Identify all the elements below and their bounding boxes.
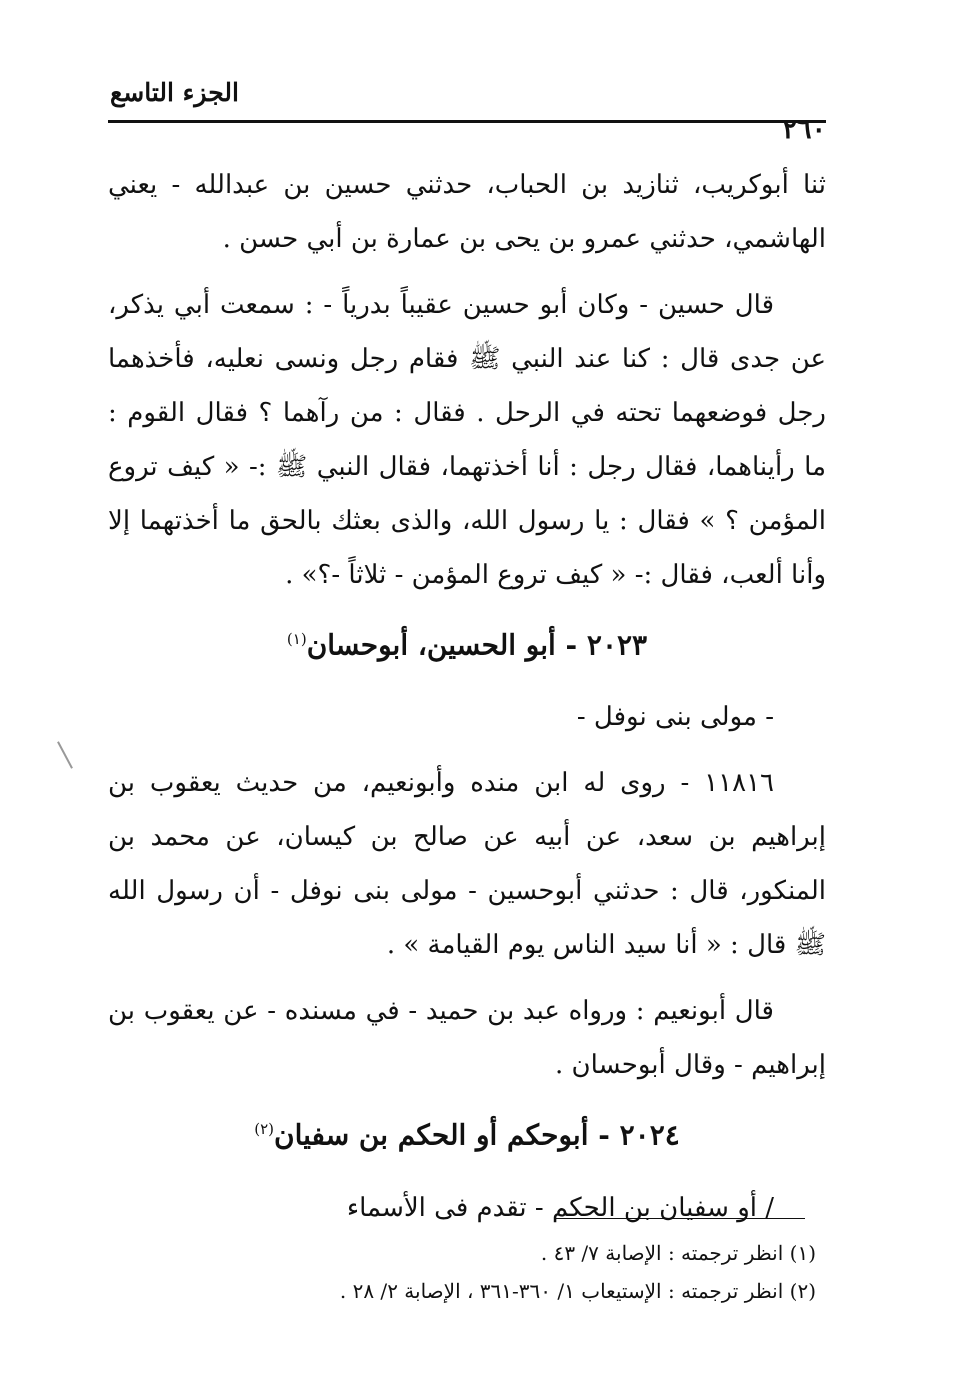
- entry-heading-2023: [108, 612, 826, 672]
- paragraph-isnad: ثنا أبوكريب، ثنازيد بن الحباب، حدثني حسين بن عبدالله - يعني الهاشمي، حدثني عمرو بن يحى بن عمارة بن أبي حسن .: [108, 170, 826, 254]
- paragraph-hadith-1: قال حسين - وكان أبو حسين عقيباً بدرياً - : سمعت أبي يذكر، عن جدى قال : كنا عند النبي ﷺ فقام رجل ونسى نعليه، فأخذهما رجل فوضعهما تحته في الرحل . فقال : من رآهما ؟ فقال القوم : ما رأيناهما، فقال رجل : أنا أخذتهما، فقال النبي ﷺ :- « كيف تروع المؤمن ؟ » فقال : يا رسول الله، والذى بعثك بالحق ما أخذتهما إلا وأنا ألعب، فقال :- « كيف تروع المؤمن - ثلاثاً -؟» .: [108, 290, 826, 590]
- paragraph-hadith-2: ١١٨١٦ - روى له ابن منده وأبونعيم، من حديث يعقوب بن إبراهيم بن سعد، عن أبيه عن صالح بن كيسان، عن محمد بن المنكور، قال : حدثني أبوحسين - مولى بنى نوفل - أن رسول الله ﷺ قال : « أنا سيد الناس يوم القيامة » .: [108, 768, 826, 961]
- header-rule: [108, 120, 826, 123]
- footnotes: [150, 1234, 816, 1310]
- running-head: [110, 78, 826, 148]
- paragraph-cross-reference: / أو سفيان بن الحكم - تقدم فى الأسماء: [346, 1192, 774, 1223]
- body-text: [108, 158, 826, 1235]
- margin-mark: [57, 741, 73, 768]
- footnote-ref-1: (١): [286, 630, 307, 648]
- footnote-ref-2: (٢): [254, 1120, 274, 1139]
- footnote-rule: [555, 1218, 805, 1219]
- footnote-2: (٢) انظر ترجمته : الإستيعاب ١/ ٣٦٠-٣٦١ ، الإصابة ٢/ ٢٨ .: [339, 1279, 816, 1303]
- entry-heading-2023-text: ٢٠٢٣ - أبو الحسين، أبوحسان: [306, 628, 648, 662]
- paragraph-client: - مولى بنى نوفل -: [576, 702, 774, 733]
- footnote-1: (١) انظر ترجمته : الإصابة ٧/ ٤٣ .: [540, 1241, 816, 1265]
- entry-heading-2024-text: ٢٠٢٤ - أبوحكم أو الحكم بن سفيان: [274, 1118, 680, 1152]
- paragraph-abu-nuaym: قال أبونعيم : ورواه عبد بن حميد - في مسنده - عن يعقوب بن إبراهيم - وقال أبوحسان .: [108, 996, 826, 1081]
- part-title: الجزء التاسع: [110, 78, 239, 107]
- page-number: ٢٦٠: [782, 114, 826, 145]
- entry-heading-2024: [108, 1102, 826, 1162]
